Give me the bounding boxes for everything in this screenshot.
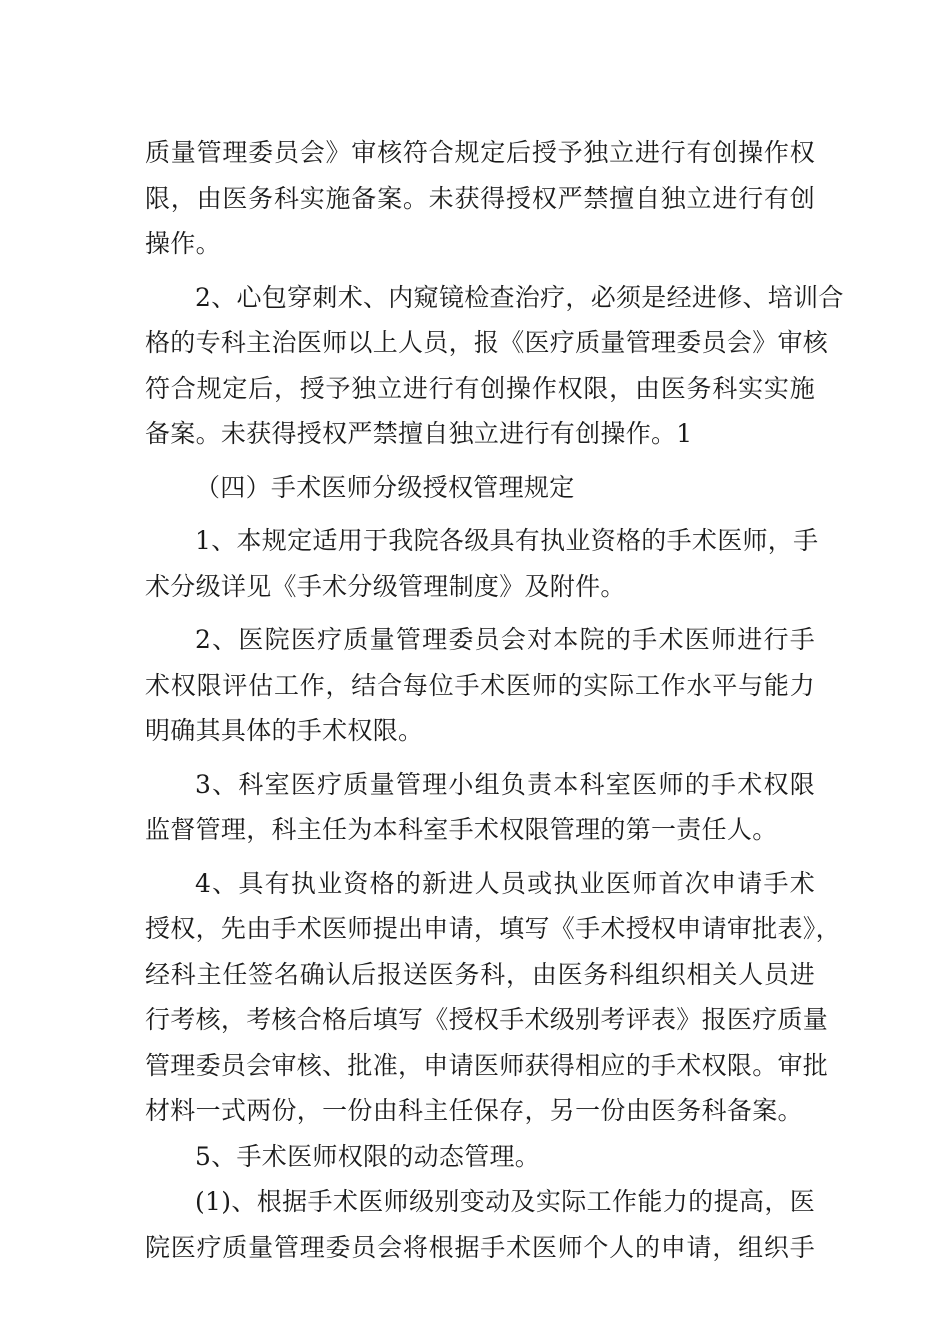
- text-line: 术权限评估工作，结合每位手术医师的实际工作水平与能力: [145, 670, 815, 700]
- text-line: 授权，先由手术医师提出申请，填写《手术授权申请审批表》，: [145, 914, 841, 943]
- section-heading: [145, 465, 815, 511]
- text-line: 院医疗质量管理委员会将根据手术医师个人的申请，组织手: [145, 1232, 815, 1262]
- paragraph: [145, 861, 841, 1134]
- text-line: 质量管理委员会》审核符合规定后授予独立进行有创操作权: [145, 138, 815, 167]
- text-line: （四）手术医师分级授权管理规定: [195, 472, 575, 502]
- paragraph: [145, 1134, 815, 1180]
- paragraph: [145, 130, 815, 267]
- text-line: 经科主任签名确认后报送医务科，由医务科组织相关人员进: [145, 959, 815, 989]
- text-line: 2、心包穿刺术、内窥镜检查治疗，必须是经进修、培训合: [195, 282, 844, 312]
- paragraph: [145, 1179, 815, 1270]
- paragraph: [145, 617, 815, 754]
- paragraph: [145, 518, 819, 609]
- text-line: 1、本规定适用于我院各级具有执业资格的手术医师，手: [195, 526, 819, 555]
- text-line: 监督管理，科主任为本科室手术权限管理的第一责任人。: [145, 815, 778, 844]
- paragraph: [145, 762, 815, 853]
- paragraph: [145, 275, 844, 457]
- text-line: 行考核，考核合格后填写《授权手术级别考评表》报医疗质量: [145, 1005, 829, 1034]
- text-line: 明确其具体的手术权限。: [145, 716, 424, 745]
- text-line: 符合规定后，授予独立进行有创操作权限，由医务科实实施: [145, 373, 815, 403]
- text-line: 5、手术医师权限的动态管理。: [195, 1141, 541, 1171]
- text-line: 管理委员会审核、批准，申请医师获得相应的手术权限。审批: [145, 1050, 829, 1080]
- text-line: 限，由医务科实施备案。未获得授权严禁擅自独立进行有创: [145, 183, 815, 213]
- text-line: (1)、根据手术医师级别变动及实际工作能力的提高，医: [195, 1187, 815, 1216]
- text-line: 操作。: [145, 229, 221, 258]
- text-line: 3、科室医疗质量管理小组负责本科室医师的手术权限: [195, 769, 815, 799]
- document-body: [145, 130, 844, 1270]
- text-line: 材料一式两份，一份由科主任保存，另一份由医务科备案。: [145, 1096, 803, 1125]
- text-line: 术分级详见《手术分级管理制度》及附件。: [145, 571, 626, 601]
- text-line: 备案。未获得授权严禁擅自独立进行有创操作。1: [145, 419, 693, 448]
- text-line: 格的专科主治医师以上人员，报《医疗质量管理委员会》审核: [145, 328, 829, 357]
- text-line: 4、具有执业资格的新进人员或执业医师首次申请手术: [195, 868, 815, 898]
- text-line: 2、医院医疗质量管理委员会对本院的手术医师进行手: [195, 625, 815, 654]
